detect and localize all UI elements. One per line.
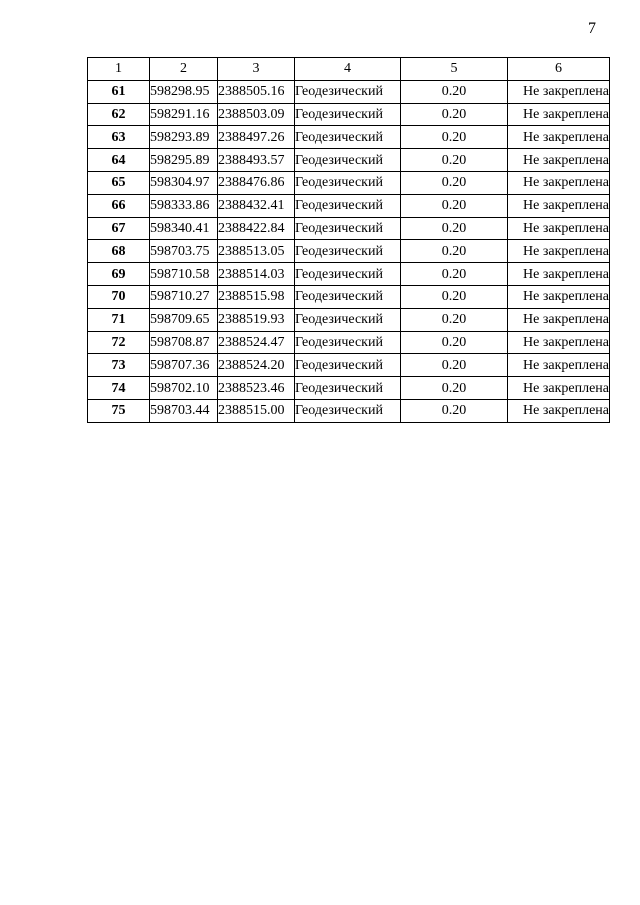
x-coordinate-cell: 598291.16	[150, 103, 218, 126]
y-coordinate-cell: 2388524.47	[218, 331, 295, 354]
y-coordinate-cell: 2388476.86	[218, 171, 295, 194]
column-header-3: 3	[218, 58, 295, 81]
page-number: 7	[588, 20, 596, 37]
y-coordinate-cell: 2388515.98	[218, 285, 295, 308]
column-header-4: 4	[295, 58, 401, 81]
fixing-cell: Не закреплена	[508, 377, 610, 400]
point-number-cell: 63	[88, 126, 150, 149]
fixing-cell: Не закреплена	[508, 263, 610, 286]
x-coordinate-cell: 598295.89	[150, 149, 218, 172]
point-number-cell: 68	[88, 240, 150, 263]
method-cell: Геодезический	[295, 217, 401, 240]
x-coordinate-cell: 598710.58	[150, 263, 218, 286]
point-number-cell: 72	[88, 331, 150, 354]
table-header-row	[88, 58, 610, 81]
y-coordinate-cell: 2388514.03	[218, 263, 295, 286]
error-cell: 0.20	[401, 171, 508, 194]
error-cell: 0.20	[401, 263, 508, 286]
table-row	[88, 331, 610, 354]
column-header-1: 1	[88, 58, 150, 81]
table-row	[88, 399, 610, 422]
point-number-cell: 64	[88, 149, 150, 172]
error-cell: 0.20	[401, 377, 508, 400]
y-coordinate-cell: 2388523.46	[218, 377, 295, 400]
table-row	[88, 240, 610, 263]
table-row	[88, 354, 610, 377]
x-coordinate-cell: 598709.65	[150, 308, 218, 331]
y-coordinate-cell: 2388524.20	[218, 354, 295, 377]
x-coordinate-cell: 598703.44	[150, 399, 218, 422]
fixing-cell: Не закреплена	[508, 331, 610, 354]
method-cell: Геодезический	[295, 399, 401, 422]
fixing-cell: Не закреплена	[508, 103, 610, 126]
error-cell: 0.20	[401, 103, 508, 126]
y-coordinate-cell: 2388503.09	[218, 103, 295, 126]
error-cell: 0.20	[401, 149, 508, 172]
method-cell: Геодезический	[295, 194, 401, 217]
table-row	[88, 103, 610, 126]
point-number-cell: 75	[88, 399, 150, 422]
y-coordinate-cell: 2388497.26	[218, 126, 295, 149]
fixing-cell: Не закреплена	[508, 171, 610, 194]
table-body	[88, 80, 610, 422]
point-number-cell: 66	[88, 194, 150, 217]
method-cell: Геодезический	[295, 308, 401, 331]
point-number-cell: 62	[88, 103, 150, 126]
error-cell: 0.20	[401, 217, 508, 240]
point-number-cell: 70	[88, 285, 150, 308]
column-header-5: 5	[401, 58, 508, 81]
method-cell: Геодезический	[295, 240, 401, 263]
method-cell: Геодезический	[295, 103, 401, 126]
table-row	[88, 194, 610, 217]
fixing-cell: Не закреплена	[508, 354, 610, 377]
table-row	[88, 171, 610, 194]
x-coordinate-cell: 598702.10	[150, 377, 218, 400]
point-number-cell: 73	[88, 354, 150, 377]
method-cell: Геодезический	[295, 285, 401, 308]
x-coordinate-cell: 598707.36	[150, 354, 218, 377]
fixing-cell: Не закреплена	[508, 194, 610, 217]
fixing-cell: Не закреплена	[508, 308, 610, 331]
y-coordinate-cell: 2388493.57	[218, 149, 295, 172]
x-coordinate-cell: 598304.97	[150, 171, 218, 194]
x-coordinate-cell: 598703.75	[150, 240, 218, 263]
point-number-cell: 71	[88, 308, 150, 331]
y-coordinate-cell: 2388432.41	[218, 194, 295, 217]
column-header-2: 2	[150, 58, 218, 81]
fixing-cell: Не закреплена	[508, 217, 610, 240]
point-number-cell: 61	[88, 80, 150, 103]
x-coordinate-cell: 598293.89	[150, 126, 218, 149]
error-cell: 0.20	[401, 285, 508, 308]
column-header-6: 6	[508, 58, 610, 81]
table-row	[88, 126, 610, 149]
method-cell: Геодезический	[295, 263, 401, 286]
y-coordinate-cell: 2388515.00	[218, 399, 295, 422]
error-cell: 0.20	[401, 354, 508, 377]
method-cell: Геодезический	[295, 354, 401, 377]
fixing-cell: Не закреплена	[508, 399, 610, 422]
method-cell: Геодезический	[295, 331, 401, 354]
method-cell: Геодезический	[295, 171, 401, 194]
y-coordinate-cell: 2388519.93	[218, 308, 295, 331]
x-coordinate-cell: 598708.87	[150, 331, 218, 354]
error-cell: 0.20	[401, 240, 508, 263]
point-number-cell: 69	[88, 263, 150, 286]
table-row	[88, 308, 610, 331]
fixing-cell: Не закреплена	[508, 149, 610, 172]
fixing-cell: Не закреплена	[508, 285, 610, 308]
method-cell: Геодезический	[295, 149, 401, 172]
error-cell: 0.20	[401, 194, 508, 217]
error-cell: 0.20	[401, 308, 508, 331]
fixing-cell: Не закреплена	[508, 80, 610, 103]
table-row	[88, 80, 610, 103]
error-cell: 0.20	[401, 399, 508, 422]
error-cell: 0.20	[401, 331, 508, 354]
y-coordinate-cell: 2388513.05	[218, 240, 295, 263]
fixing-cell: Не закреплена	[508, 126, 610, 149]
method-cell: Геодезический	[295, 377, 401, 400]
error-cell: 0.20	[401, 80, 508, 103]
fixing-cell: Не закреплена	[508, 240, 610, 263]
coordinates-table	[87, 57, 610, 423]
y-coordinate-cell: 2388422.84	[218, 217, 295, 240]
table-row	[88, 377, 610, 400]
x-coordinate-cell: 598298.95	[150, 80, 218, 103]
point-number-cell: 74	[88, 377, 150, 400]
method-cell: Геодезический	[295, 126, 401, 149]
table-row	[88, 263, 610, 286]
table-row	[88, 217, 610, 240]
point-number-cell: 65	[88, 171, 150, 194]
x-coordinate-cell: 598340.41	[150, 217, 218, 240]
error-cell: 0.20	[401, 126, 508, 149]
method-cell: Геодезический	[295, 80, 401, 103]
x-coordinate-cell: 598333.86	[150, 194, 218, 217]
table-row	[88, 285, 610, 308]
table-row	[88, 149, 610, 172]
x-coordinate-cell: 598710.27	[150, 285, 218, 308]
point-number-cell: 67	[88, 217, 150, 240]
y-coordinate-cell: 2388505.16	[218, 80, 295, 103]
